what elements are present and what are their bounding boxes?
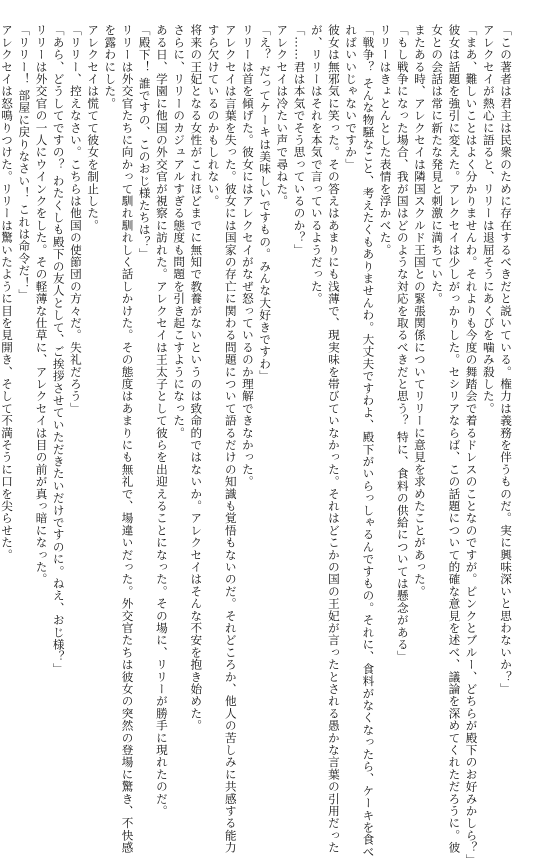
vertical-text-body bbox=[0, 24, 514, 866]
text-line: すら欠けているのかもしれない。 bbox=[206, 24, 221, 207]
text-line: アレクセイは言葉を失った。彼女には国家の存亡に関わる問題について語るだけの知識も覚悟もないのだ。それどころか、他人の苦しみに共感する能力 bbox=[223, 24, 238, 854]
text-line: 「え？ だってケーキは美味しいですもの。みんな大好きですわ」 bbox=[258, 24, 273, 383]
text-line: ればいいじゃないですか」 bbox=[344, 24, 359, 171]
text-line: 「戦争？ そんな物騒なこと、考えたくもありませんわ。大丈夫ですわよ、殿下がいらっしゃるんですもの。それに、食料がなくなったら、ケーキを食べ bbox=[361, 24, 376, 858]
text-line: 将来の王妃となる女性がこれほどまでに無知で教養がないというのは致命的ではないか。アレクセイはそんな不安を抱き始めた。 bbox=[189, 24, 204, 732]
text-line: またある時、アレクセイは隣国スクルド王国との緊張関係についてリリーに意見を求めたことがあった。 bbox=[412, 24, 427, 598]
text-line: 「もし戦争になった場合、我が国はどのような対応を取るべきだと思う？ 特に、食料の供給については懸念がある」 bbox=[395, 24, 410, 663]
text-line: 「リリー、控えなさい。こちらは他国の使節団の方々だ。失礼だろう」 bbox=[68, 24, 83, 415]
text-line: リリーは外交官たちに向かって馴れ馴れしく話しかけた。その態度はあまりにも無礼で、場違いだった。外交官たちは彼女の突然の登場に驚き、不快感 bbox=[120, 24, 135, 854]
text-line: 彼女は無邪気に笑った。その答えはあまりにも浅薄で、現実味を帯びていなかった。それはどこかの国の王妃が言ったとされる愚かな言葉の引用だった bbox=[326, 24, 341, 854]
text-line: アレクセイが熱心に語ると、リリーは退屈そうにあくびを噛み殺した。 bbox=[481, 24, 496, 415]
text-line: リリーは首を傾げた。彼女にはアレクセイがなぜ怒っているのか理解できなかった。 bbox=[240, 24, 255, 488]
text-line: 「まあ、難しいことはよく分かりませんわ。それよりも今度の舞踏会で着るドレスのことなのですが。ピンクとブルー、どちらが殿下のお好みかしら？」 bbox=[464, 24, 479, 866]
text-line: を露わにした。 bbox=[103, 24, 118, 110]
text-line: アレクセイは冷たい声で尋ねた。 bbox=[275, 24, 290, 207]
text-line: ある日、学園に他国の外交官が視察に訪れた。アレクセイは王太子として彼らを出迎えることになった。その場に、リリーが勝手に現れたのだ。 bbox=[154, 24, 169, 817]
text-line: アレクセイは怒鳴りつけた。リリーは驚いたように目を見開き、そして不満そうに口を尖らせた。 bbox=[0, 24, 15, 561]
text-line: さらに、リリーのカジュアルすぎる態度も問題を引き起こすようになった。 bbox=[172, 24, 187, 439]
text-line: リリーはきょとんとした表情を浮かべた。 bbox=[378, 24, 393, 256]
text-line: 「リリー！ 部屋に戻りなさい！ これは命令だ！」 bbox=[17, 24, 32, 301]
text-line: 彼女は話題を強引に変えた。アレクセイは少しがっかりした。セシリアならば、この話題について的確な意見を述べ、議論を深めてくれただろうに。彼 bbox=[447, 24, 462, 854]
text-line: 女との会話は常に新たな発見と刺激に満ちていた。 bbox=[430, 24, 445, 305]
text-line: 「……君は本気でそう思っているのか？」 bbox=[292, 24, 307, 256]
text-line: 「この著者は君主は民衆のために存在するべきだと説いている。権力は義務を伴うものだ。実に興味深いと思わないか？」 bbox=[499, 24, 513, 695]
text-line: リリーは外交官の一人にウインクをした。その軽薄な仕草に、アレクセイは目の前が真っ暗になった。 bbox=[34, 24, 49, 586]
text-line: 「あら、どうしてですの？ わたくしも殿下の友人として、ご挨拶させていただきたいだけですのに。ねえ、おじ様？」 bbox=[51, 24, 66, 675]
text-line: が、リリーはそれを本気で言っているようだった。 bbox=[309, 24, 324, 305]
text-line: アレクセイは慌てて彼女を制止した。 bbox=[86, 24, 101, 232]
text-line: 「殿下！ 誰ですの、このおじ様たちは？」 bbox=[137, 24, 152, 261]
